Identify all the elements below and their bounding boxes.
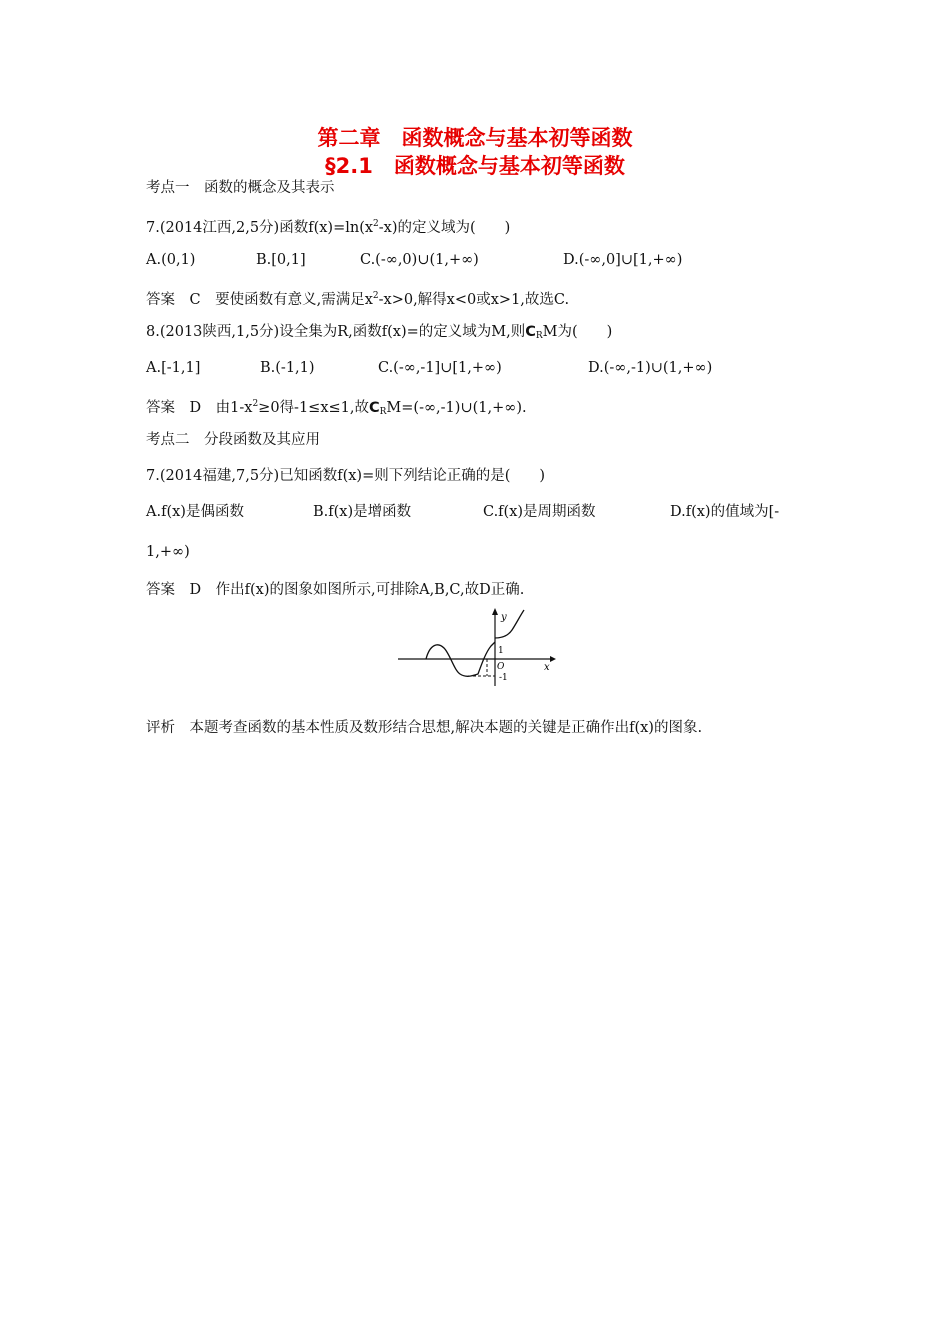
option-d: D.f(x)的值域为[- — [670, 504, 780, 520]
curve-right — [495, 610, 524, 638]
label-one: 1 — [498, 646, 504, 656]
option-a: A.[-1,1] — [146, 360, 201, 376]
answer-7: 答案 C 要使函数有意义,需满足$x^2-x>0$,解得x<0或x>1,故选C. — [146, 291, 570, 308]
option-c: C.(-∞,0)∪(1,+∞) — [360, 252, 479, 268]
answer-7b: 答案 D 作出f(x)的图象如图所示,可排除A,B,C,故D正确. — [146, 582, 525, 598]
option-b: B.[0,1] — [256, 252, 306, 268]
label-neg-one: -1 — [499, 673, 508, 683]
function-graph — [398, 608, 558, 688]
question-7b-stem: 7.(2014福建,7,5分)已知函数f(x)=则下列结论正确的是( ) — [146, 468, 546, 484]
option-c: C.f(x)是周期函数 — [483, 504, 596, 520]
option-c: C.(-∞,-1]∪[1,+∞) — [378, 360, 502, 376]
option-a: A.(0,1) — [146, 252, 196, 268]
topic-heading-2: 考点二 分段函数及其应用 — [146, 432, 320, 448]
origin-label: O — [497, 662, 505, 672]
x-axis-arrow-icon — [550, 656, 556, 662]
option-b: B.f(x)是增函数 — [313, 504, 412, 520]
question-7-stem: 7.(2014江西,2,5分)函数$f(x)=\ln(x^2-x)$的定义域为( ) — [146, 219, 511, 236]
x-label: x — [544, 662, 550, 673]
y-axis-arrow-icon — [492, 608, 498, 615]
option-b: B.(-1,1) — [260, 360, 315, 376]
answer-8: 答案 D 由$1-x^2\ge 0$得-1≤x≤1,故$C_RM=(-\infty,-1)\cup(1,+\infty)$. — [146, 399, 527, 417]
topic-heading-1: 考点一 函数的概念及其表示 — [146, 180, 335, 196]
option-d-continued: 1,+∞) — [146, 544, 190, 560]
option-a: A.f(x)是偶函数 — [146, 504, 244, 520]
comment: 评析 本题考查函数的基本性质及数形结合思想,解决本题的关键是正确作出f(x)的图象. — [146, 720, 703, 736]
chapter-title: 第二章 函数概念与基本初等函数 — [317, 126, 633, 150]
question-8-stem: 8.(2013陕西,1,5分)设全集为R,函数f(x)=的定义域为M,则$C_RM$为( ) — [146, 324, 613, 341]
option-d: D.(-∞,-1)∪(1,+∞) — [588, 360, 713, 376]
section-title: §2.1 函数概念与基本初等函数 — [325, 154, 625, 178]
option-d: D.(-∞,0]∪[1,+∞) — [563, 252, 683, 268]
y-label: y — [501, 612, 507, 623]
